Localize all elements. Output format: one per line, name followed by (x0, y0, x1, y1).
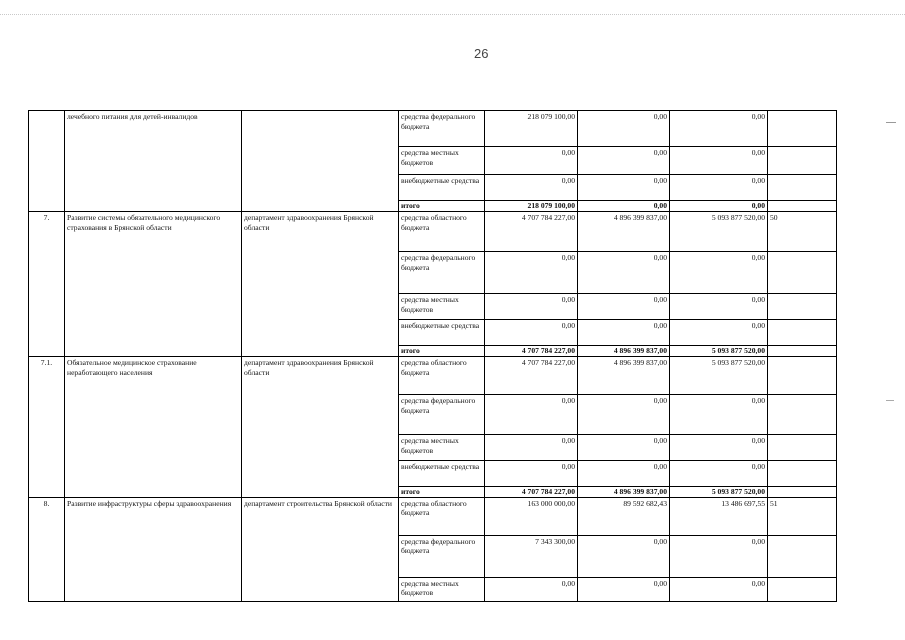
amount-year-2: 0,00 (578, 251, 670, 293)
amount-year-1: 0,00 (485, 394, 578, 434)
amount-year-2: 4 896 399 837,00 (578, 211, 670, 251)
item-number (29, 111, 65, 212)
amount-year-3: 5 093 877 520,00 (670, 211, 768, 251)
indicator-code (768, 486, 837, 497)
funding-source: средства областного бюджета (399, 356, 485, 394)
amount-year-1: 0,00 (485, 460, 578, 486)
page-number: 26 (474, 46, 489, 61)
indicator-code (768, 434, 837, 460)
table-row (29, 356, 837, 394)
amount-year-1: 0,00 (485, 577, 578, 601)
amount-year-1: 218 079 100,00 (485, 201, 578, 212)
amount-year-1: 0,00 (485, 251, 578, 293)
funding-source: внебюджетные средства (399, 460, 485, 486)
table-row (29, 111, 837, 147)
amount-year-2: 0,00 (578, 147, 670, 175)
indicator-code (768, 251, 837, 293)
funding-source: средства федерального бюджета (399, 535, 485, 577)
amount-year-2: 4 896 399 837,00 (578, 486, 670, 497)
table-body (29, 111, 837, 602)
item-name: Развитие инфраструктуры сферы здравоохранения (65, 497, 242, 601)
responsible-department: департамент строительства Брянской области (242, 497, 399, 601)
indicator-code (768, 577, 837, 601)
scan-mark (886, 400, 894, 401)
amount-year-1: 0,00 (485, 293, 578, 319)
scan-mark (886, 122, 896, 123)
item-name: Развитие системы обязательного медицинского страхования в Брянской области (65, 211, 242, 356)
budget-table (28, 110, 837, 602)
indicator-code (768, 111, 837, 147)
amount-year-2: 0,00 (578, 460, 670, 486)
amount-year-3: 0,00 (670, 460, 768, 486)
amount-year-1: 163 000 000,00 (485, 497, 578, 535)
amount-year-2: 0,00 (578, 319, 670, 345)
amount-year-2: 4 896 399 837,00 (578, 345, 670, 356)
amount-year-3: 5 093 877 520,00 (670, 486, 768, 497)
amount-year-3: 0,00 (670, 577, 768, 601)
amount-year-3: 0,00 (670, 394, 768, 434)
funding-source: средства федерального бюджета (399, 394, 485, 434)
amount-year-2: 4 896 399 837,00 (578, 356, 670, 394)
indicator-code: 50 (768, 211, 837, 251)
amount-year-2: 0,00 (578, 293, 670, 319)
amount-year-3: 0,00 (670, 535, 768, 577)
amount-year-1: 4 707 784 227,00 (485, 486, 578, 497)
amount-year-3: 0,00 (670, 175, 768, 201)
indicator-code (768, 293, 837, 319)
amount-year-3: 0,00 (670, 251, 768, 293)
funding-source: итого (399, 486, 485, 497)
amount-year-2: 0,00 (578, 175, 670, 201)
indicator-code (768, 535, 837, 577)
scan-top-edge (0, 14, 905, 16)
amount-year-3: 5 093 877 520,00 (670, 356, 768, 394)
funding-source: средства федерального бюджета (399, 111, 485, 147)
amount-year-2: 0,00 (578, 577, 670, 601)
amount-year-2: 0,00 (578, 111, 670, 147)
amount-year-1: 4 707 784 227,00 (485, 356, 578, 394)
responsible-department: департамент здравоохранения Брянской области (242, 211, 399, 356)
responsible-department (242, 111, 399, 212)
indicator-code (768, 147, 837, 175)
amount-year-3: 0,00 (670, 111, 768, 147)
responsible-department: департамент здравоохранения Брянской области (242, 356, 399, 497)
amount-year-2: 0,00 (578, 394, 670, 434)
table-row (29, 497, 837, 535)
table-row (29, 211, 837, 251)
amount-year-1: 0,00 (485, 175, 578, 201)
indicator-code (768, 345, 837, 356)
amount-year-3: 0,00 (670, 319, 768, 345)
item-number: 7.1. (29, 356, 65, 497)
funding-source: средства областного бюджета (399, 497, 485, 535)
amount-year-3: 0,00 (670, 434, 768, 460)
amount-year-1: 4 707 784 227,00 (485, 211, 578, 251)
indicator-code (768, 356, 837, 394)
amount-year-1: 218 079 100,00 (485, 111, 578, 147)
funding-source: средства местных бюджетов (399, 577, 485, 601)
amount-year-1: 0,00 (485, 319, 578, 345)
funding-source: средства местных бюджетов (399, 293, 485, 319)
amount-year-2: 89 592 682,43 (578, 497, 670, 535)
amount-year-3: 0,00 (670, 293, 768, 319)
item-number: 7. (29, 211, 65, 356)
funding-source: средства местных бюджетов (399, 434, 485, 460)
amount-year-3: 0,00 (670, 147, 768, 175)
indicator-code (768, 460, 837, 486)
indicator-code (768, 201, 837, 212)
amount-year-1: 4 707 784 227,00 (485, 345, 578, 356)
item-number: 8. (29, 497, 65, 601)
funding-source: итого (399, 345, 485, 356)
indicator-code (768, 394, 837, 434)
amount-year-3: 5 093 877 520,00 (670, 345, 768, 356)
item-name: Обязательное медицинское страхование неработающего населения (65, 356, 242, 497)
amount-year-2: 0,00 (578, 201, 670, 212)
item-name: лечебного питания для детей-инвалидов (65, 111, 242, 212)
indicator-code (768, 319, 837, 345)
funding-source: итого (399, 201, 485, 212)
funding-source: внебюджетные средства (399, 319, 485, 345)
amount-year-3: 0,00 (670, 201, 768, 212)
funding-source: средства местных бюджетов (399, 147, 485, 175)
indicator-code: 51 (768, 497, 837, 535)
funding-source: средства федерального бюджета (399, 251, 485, 293)
funding-source: внебюджетные средства (399, 175, 485, 201)
funding-source: средства областного бюджета (399, 211, 485, 251)
amount-year-1: 0,00 (485, 147, 578, 175)
amount-year-2: 0,00 (578, 535, 670, 577)
amount-year-2: 0,00 (578, 434, 670, 460)
amount-year-3: 13 486 697,55 (670, 497, 768, 535)
indicator-code (768, 175, 837, 201)
amount-year-1: 7 343 300,00 (485, 535, 578, 577)
amount-year-1: 0,00 (485, 434, 578, 460)
